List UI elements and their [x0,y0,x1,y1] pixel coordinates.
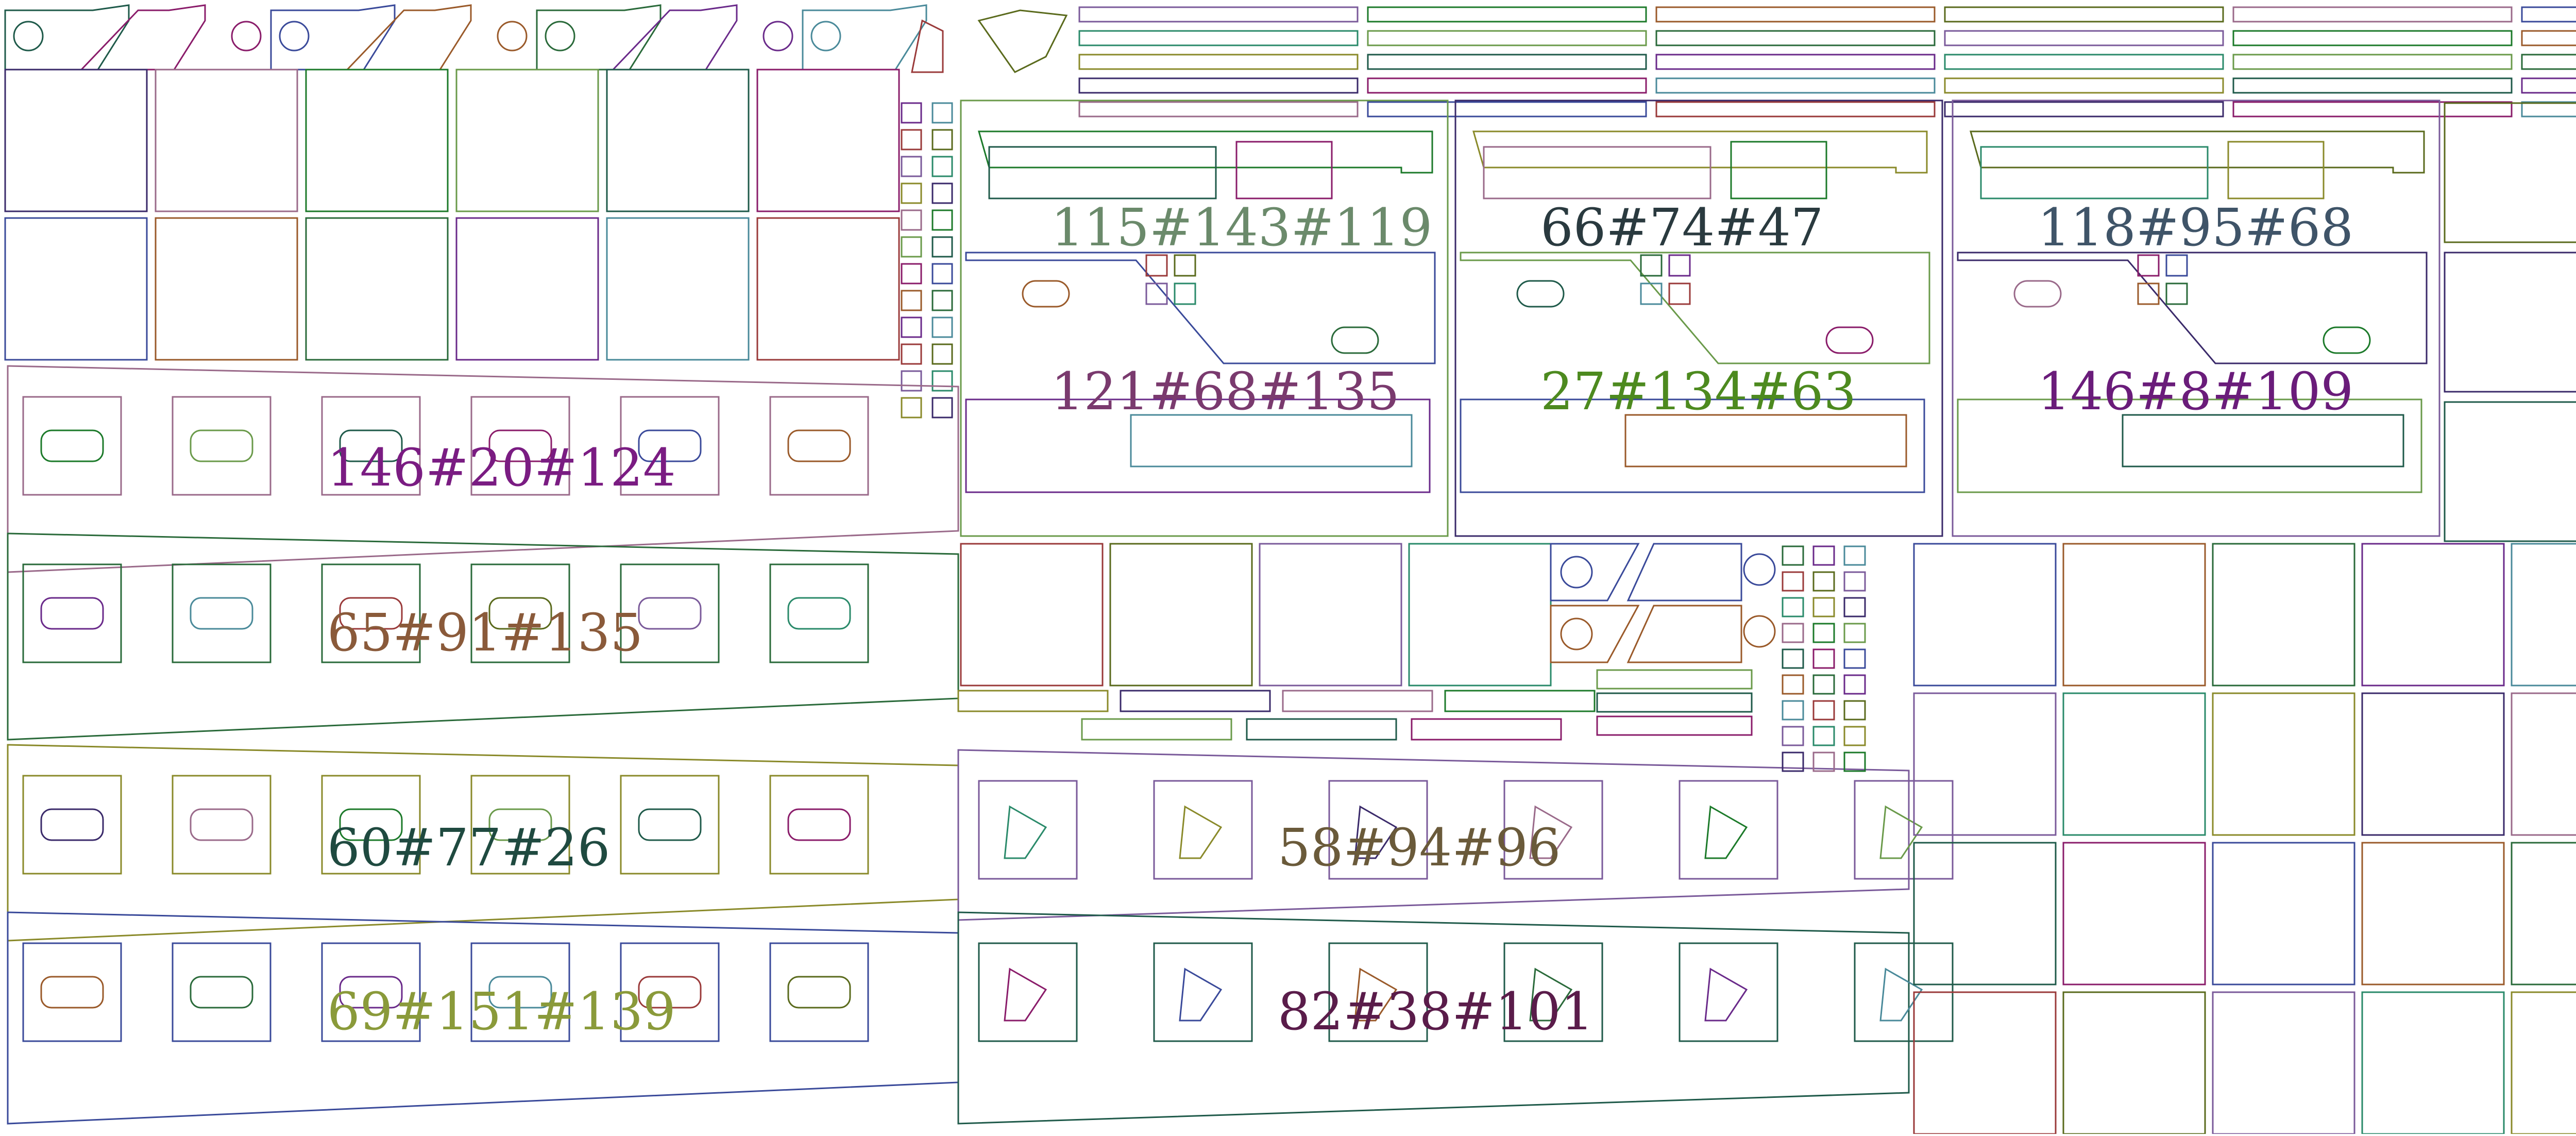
chip-145 [902,371,921,391]
panel-230 [1409,544,1551,686]
rail-slot-153 [191,430,252,461]
chip-246 [1783,546,1803,565]
panel-229 [1260,544,1401,686]
rail-frame-219 [1329,943,1427,1041]
panel-286 [2362,693,2504,835]
chip-128 [933,130,952,149]
strip-234 [1445,691,1595,711]
chip-258 [1783,649,1803,668]
panel-52 [5,70,147,211]
tray-106 [1461,399,1924,492]
strip-39 [2233,55,2512,69]
strip-37 [2233,7,2512,22]
chip-127 [902,130,921,149]
panel-63 [757,218,899,360]
rail-frame-156 [471,397,569,495]
tray-87 [979,131,1432,173]
chip-268 [1814,727,1834,745]
rail-frame-171 [621,564,719,662]
rail-cutout-205 [1180,807,1221,858]
strip-28 [1656,31,1935,45]
chip-148 [933,398,952,417]
panel-285 [2213,693,2354,835]
slot-104 [1517,281,1564,307]
panel-68 [2445,253,2576,392]
rail-slot-190 [41,977,103,1008]
rail-frame-212 [1855,781,1953,879]
panel-59 [156,218,297,360]
tray-119 [1958,399,2421,492]
strip-41 [2233,102,2512,116]
rail-slot-157 [489,430,551,461]
panel-297 [1914,992,2056,1134]
bracket-hole-2 [14,22,43,51]
bracket-3 [81,5,205,70]
rail-cutout-207 [1355,807,1396,858]
panel-284 [2063,693,2205,835]
bracket-11 [613,5,737,70]
rail-frame-150 [23,397,121,495]
rail-slot-177 [41,809,103,840]
rail-frame-197 [621,943,719,1041]
strip-30 [1656,78,1935,93]
rail-slot-192 [191,977,252,1008]
rail-slot-187 [788,809,850,840]
part-label-8: 65#91#135 [327,603,643,663]
strip-22 [1368,7,1646,22]
panel-61 [456,218,598,360]
chip-266 [1844,701,1865,720]
chip-262 [1814,675,1834,694]
strip-26 [1368,102,1646,116]
rail-frame-154 [322,397,420,495]
part-label-6: 146#8#109 [2038,361,2353,422]
part-label-5: 27#134#63 [1540,361,1856,422]
strip-29 [1656,55,1935,69]
strip-19 [1079,55,1358,69]
rail-frame-215 [979,943,1077,1041]
rail-frame-173 [770,564,868,662]
rail-slot-200 [788,977,850,1008]
chip-133 [902,210,921,230]
part-label-9: 60#77#26 [327,817,611,878]
chip-126 [933,103,952,123]
panel-301 [2512,992,2576,1134]
rail-slot-196 [489,977,551,1008]
rail-slot-164 [41,598,103,629]
wedge-90 [966,253,1435,363]
hook-hole-245 [1744,616,1775,647]
panel-279 [2362,544,2504,686]
slot-105 [1826,327,1873,353]
strip-231 [958,691,1108,711]
chip-141 [902,318,921,337]
wedge-116 [1958,253,2427,363]
chip-144 [933,344,952,364]
panel-55 [456,70,598,211]
panel-58 [5,218,147,360]
strip-237 [1412,719,1561,740]
rail-cutout-224 [1705,969,1747,1021]
frame-112 [1953,101,2439,536]
rail-slot-185 [639,809,701,840]
strip-45 [2522,78,2576,93]
rail-cutout-226 [1880,969,1922,1021]
rail-slot-151 [41,430,103,461]
rail-slot-168 [340,598,402,629]
chip-129 [902,157,921,176]
panel-278 [2213,544,2354,686]
panel-299 [2213,992,2354,1134]
window-102 [1731,142,1826,198]
hook-244 [1628,606,1741,662]
rail-frame-158 [621,397,719,495]
strip-235 [1082,719,1231,740]
chip-251 [1844,572,1865,591]
rail-slot-155 [340,430,402,461]
strip-31 [1656,102,1935,116]
rail-cutout-203 [1005,807,1046,858]
panel-287 [2512,693,2576,835]
slot-92 [1332,327,1378,353]
strip-17 [1079,7,1358,22]
chip-122 [2166,255,2187,276]
hook-hole-241 [1744,554,1775,585]
window-101 [1484,147,1710,198]
chip-143 [902,344,921,364]
rail-201 [958,750,1909,920]
strip-274 [1597,693,1752,712]
hook-hole-243 [1561,619,1592,649]
rail-cutout-213 [1880,807,1922,858]
panel-64 [2445,103,2576,242]
bracket-7 [347,5,471,70]
strip-34 [1945,55,2223,69]
rail-slot-194 [340,977,402,1008]
panel-60 [306,218,448,360]
strip-42 [2522,7,2576,22]
chip-265 [1814,701,1834,720]
chip-125 [902,103,921,123]
chip-255 [1783,624,1803,642]
strip-32 [1945,7,2223,22]
rail-frame-210 [1680,781,1777,879]
chip-267 [1783,727,1803,745]
rail-frame-152 [173,397,270,495]
rail-slot-174 [788,598,850,629]
strip-33 [1945,31,2223,45]
rail-frame-223 [1680,943,1777,1041]
strip-38 [2233,31,2512,45]
rail-frame-184 [621,776,719,874]
chip-253 [1814,598,1834,616]
window-107 [1625,415,1906,466]
chip-247 [1814,546,1834,565]
chip-138 [933,264,952,283]
part-label-11: 69#151#139 [327,981,676,1042]
window-115 [2228,142,2324,198]
panel-56 [607,70,749,211]
chip-131 [902,183,921,203]
rail-frame-178 [173,776,270,874]
chip-130 [933,157,952,176]
chip-134 [933,210,952,230]
window-94 [1131,415,1412,466]
tray-113 [1971,131,2424,173]
strip-21 [1079,102,1358,116]
frame-99 [1455,101,1942,536]
rail-frame-165 [173,564,270,662]
hook-240 [1628,544,1741,600]
part-label-3: 118#95#68 [2038,197,2353,258]
strip-36 [1945,102,2223,116]
chip-272 [1844,753,1865,771]
chip-269 [1844,727,1865,745]
rail-cutout-218 [1180,969,1221,1021]
bracket-hole-6 [280,22,309,51]
rail-slot-179 [191,809,252,840]
chip-137 [902,264,921,283]
panel-283 [1914,693,2056,835]
panel-57 [757,70,899,211]
strip-44 [2522,55,2576,69]
rail-frame-180 [322,776,420,874]
strip-233 [1283,691,1432,711]
chip-257 [1844,624,1865,642]
chip-264 [1783,701,1803,720]
panel-293 [2362,843,2504,984]
part-label-12: 82#38#101 [1278,981,1594,1042]
bracket-hole-8 [498,22,527,51]
rail-slot-161 [788,430,850,461]
panel-53 [156,70,297,211]
rail-frame-202 [979,781,1077,879]
tray-100 [1473,131,1927,173]
strip-24 [1368,55,1646,69]
rail-slot-181 [340,809,402,840]
strip-35 [1945,78,2223,93]
slot-118 [2324,327,2370,353]
wedge-103 [1461,253,1929,363]
hook-242 [1551,606,1638,662]
window-88 [989,147,1216,198]
strip-43 [2522,31,2576,45]
part-label-1: 115#143#119 [1051,197,1433,258]
panel-228 [1110,544,1252,686]
strip-23 [1368,31,1646,45]
chip-139 [902,291,921,310]
strip-20 [1079,78,1358,93]
part-label-2: 66#74#47 [1540,197,1824,258]
rail-slot-166 [191,598,252,629]
chip-252 [1783,598,1803,616]
panel-277 [2063,544,2205,686]
part-label-10: 58#94#96 [1278,817,1561,878]
chip-259 [1814,649,1834,668]
panel-300 [2362,992,2504,1134]
frame-86 [961,101,1448,536]
rail-frame-167 [322,564,420,662]
rail-cutout-209 [1530,807,1571,858]
rail-frame-208 [1504,781,1602,879]
rail-slot-172 [639,598,701,629]
part-label-7: 146#20#124 [327,438,676,498]
slot-91 [1023,281,1069,307]
rail-frame-221 [1504,943,1602,1041]
strip-40 [2233,78,2512,93]
strip-236 [1247,719,1396,740]
rail-slot-198 [639,977,701,1008]
chip-263 [1844,675,1865,694]
rail-cutout-220 [1355,969,1396,1021]
chip-95 [1146,255,1167,276]
bracket-hole-10 [546,22,574,51]
rail-cutout-211 [1705,807,1747,858]
chip-254 [1844,598,1865,616]
rail-frame-195 [471,943,569,1041]
panel-276 [1914,544,2056,686]
chip-147 [902,398,921,417]
strip-232 [1121,691,1270,711]
chip-260 [1844,649,1865,668]
panel-54 [306,70,448,211]
panel-298 [2063,992,2205,1134]
panel-227 [961,544,1103,686]
rail-frame-169 [471,564,569,662]
rail-slot-159 [639,430,701,461]
chip-124 [2166,283,2187,304]
bracket-hole-4 [232,22,261,51]
rail-frame-217 [1154,943,1252,1041]
rail-frame-163 [23,564,121,662]
chip-140 [933,291,952,310]
rail-cutout-222 [1530,969,1571,1021]
chip-109 [1669,255,1690,276]
strip-275 [1597,716,1752,735]
bracket-1 [5,5,129,70]
rail-frame-182 [471,776,569,874]
rail-frame-199 [770,943,868,1041]
part-label-4: 121#68#135 [1051,361,1400,422]
chip-250 [1814,572,1834,591]
chip-136 [933,237,952,257]
slot-117 [2014,281,2061,307]
chip-248 [1844,546,1865,565]
rail-cutout-216 [1005,969,1046,1021]
chip-111 [1669,283,1690,304]
tray-93 [966,399,1430,492]
panel-294 [2512,843,2576,984]
bracket-hole-12 [764,22,792,51]
window-120 [2123,415,2403,466]
rail-frame-191 [173,943,270,1041]
panel-290 [1914,843,2056,984]
panel-291 [2063,843,2205,984]
window-89 [1236,142,1332,198]
strip-273 [1597,670,1752,689]
chip-146 [933,371,952,391]
rail-frame-206 [1329,781,1427,879]
chip-256 [1814,624,1834,642]
clip-15 [912,21,943,72]
chip-249 [1783,572,1803,591]
rail-slot-183 [489,809,551,840]
bracket-5 [271,5,395,70]
bracket-9 [537,5,660,70]
window-114 [1981,147,2208,198]
chip-261 [1783,675,1803,694]
strip-25 [1368,78,1646,93]
hook-238 [1551,544,1638,600]
chip-142 [933,318,952,337]
strip-27 [1656,7,1935,22]
clip-16 [979,10,1066,72]
panel-292 [2213,843,2354,984]
rail-frame-193 [322,943,420,1041]
panel-62 [607,218,749,360]
rail-175 [8,745,958,941]
rail-frame-204 [1154,781,1252,879]
chip-96 [1175,255,1195,276]
chip-108 [1641,255,1662,276]
rail-frame-189 [23,943,121,1041]
strip-18 [1079,31,1358,45]
rail-slot-170 [489,598,551,629]
chip-135 [902,237,921,257]
panel-72 [2445,402,2576,541]
chip-132 [933,183,952,203]
bracket-13 [803,5,926,70]
chip-98 [1175,283,1195,304]
panel-280 [2512,544,2576,686]
chip-121 [2138,255,2159,276]
hook-hole-239 [1561,557,1592,588]
strip-46 [2522,102,2576,116]
rail-frame-176 [23,776,121,874]
rail-frame-186 [770,776,868,874]
bracket-hole-14 [811,22,840,51]
rail-frame-160 [770,397,868,495]
